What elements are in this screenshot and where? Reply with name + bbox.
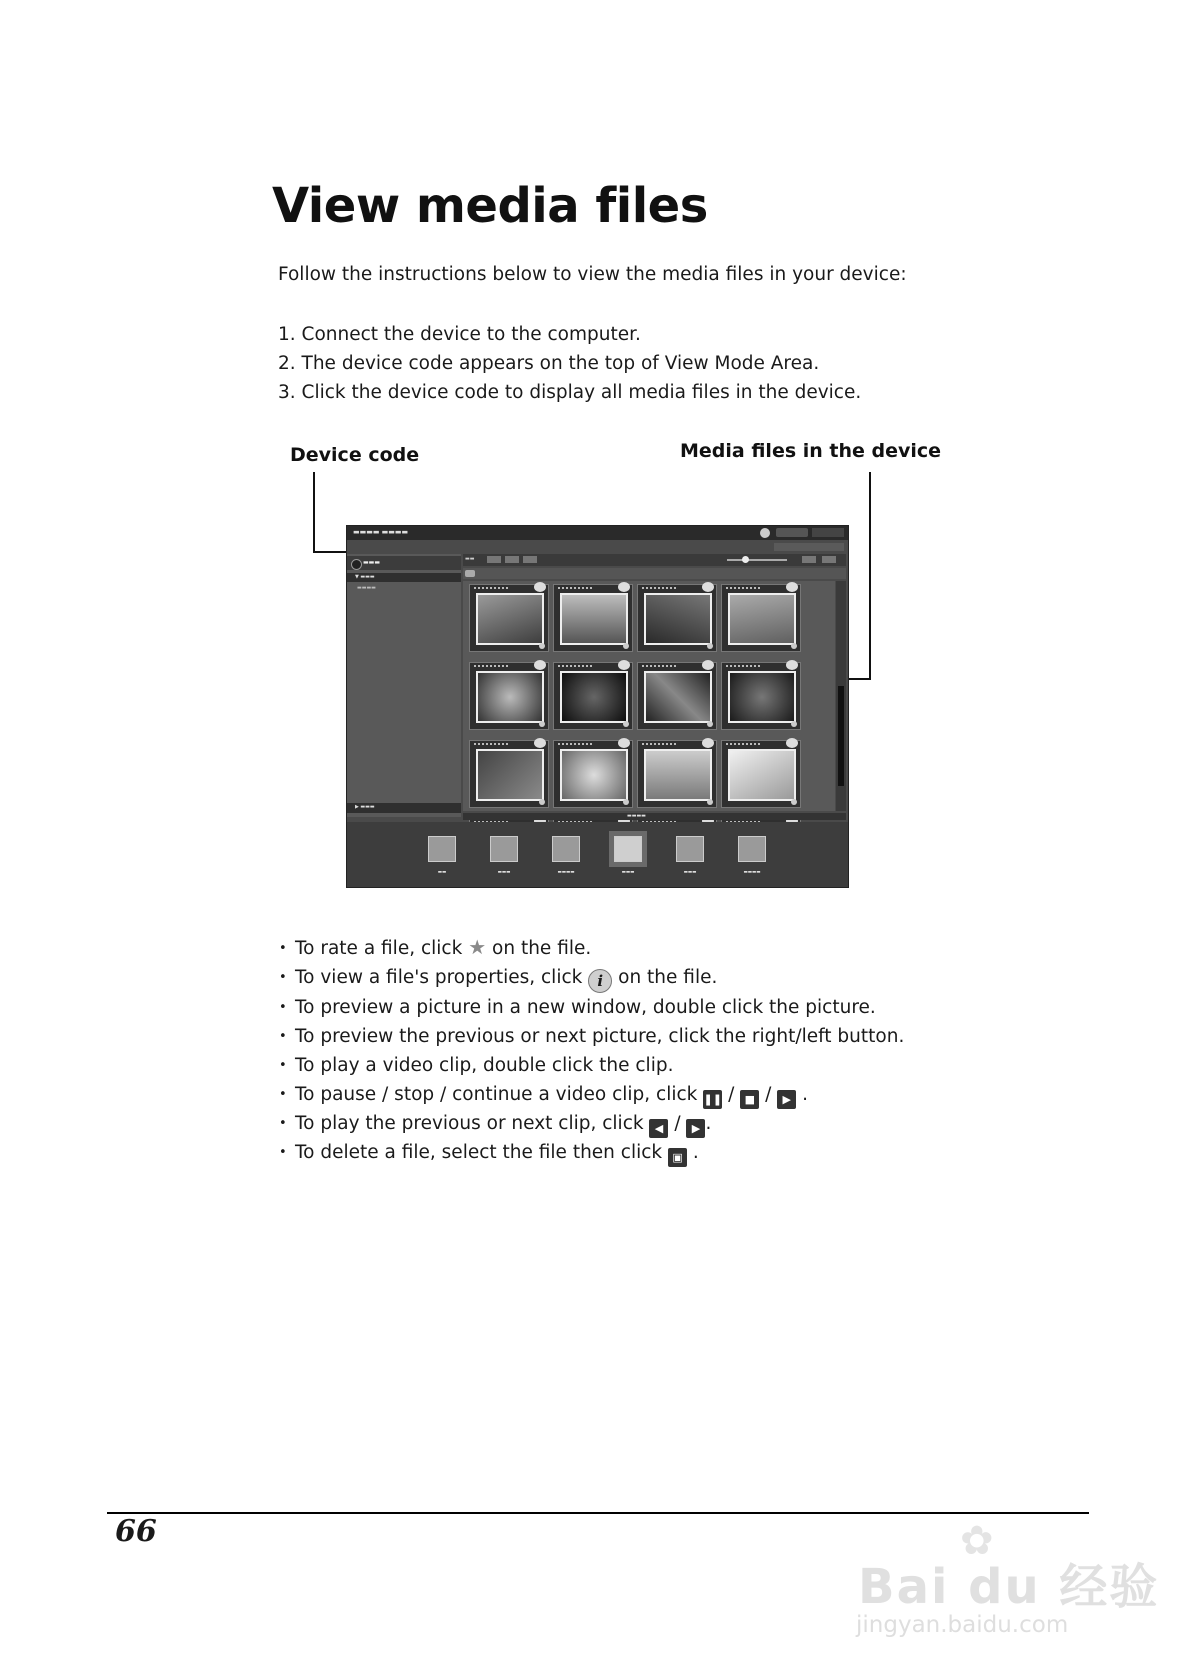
device-icon — [351, 559, 362, 570]
intro-text: Follow the instructions below to view the media files in your device: — [278, 264, 907, 285]
page-title: View media files — [272, 178, 708, 234]
device-code-label: ▬▬▬ — [363, 559, 381, 566]
stop-icon: ■ — [740, 1090, 759, 1109]
view-mode-button — [802, 556, 816, 563]
toolbar-button — [523, 556, 537, 563]
media-thumbnail — [637, 584, 717, 652]
libraries-row: ▼ ▬▬▬ — [347, 573, 461, 582]
star-icon: ★ — [468, 935, 487, 959]
tip-item: • To play the previous or next clip, click ◀ / ▶ . — [279, 1109, 904, 1138]
step-item: 3. Click the device code to display all media files in the device. — [278, 382, 862, 403]
app-screenshot — [346, 525, 849, 888]
tip-text: To delete a file, select the file then click — [295, 1142, 663, 1163]
step-item: 2. The device code appears on the top of View Mode Area. — [278, 353, 820, 374]
play-icon: ▶ — [777, 1090, 796, 1109]
footer-rule — [107, 1512, 1089, 1514]
media-thumbnail — [553, 740, 633, 808]
pause-icon: ❚❚ — [703, 1090, 722, 1109]
file-merge-button: ▬▬▬ — [477, 836, 531, 875]
tip-text: on the file. — [492, 938, 592, 959]
trash-icon: ▣ — [668, 1148, 687, 1167]
media-thumbnail — [637, 740, 717, 808]
tip-item — [279, 963, 904, 993]
callout-media-files: Media files in the device — [680, 440, 942, 462]
window-controls — [812, 528, 844, 537]
media-thumbnail — [637, 662, 717, 730]
step-item: 1. Connect the device to the computer. — [278, 324, 641, 345]
media-thumbnail — [721, 584, 801, 652]
computer-row: ▶ ▬▬▬ — [347, 803, 461, 813]
watermark-url: jingyan.baidu.com — [856, 1612, 1069, 1638]
upload-youtube-button: ▬▬▬▬ — [539, 836, 593, 875]
app-title: ▬▬▬▬ ▬▬▬▬ — [353, 528, 409, 536]
media-thumbnail — [721, 740, 801, 808]
view-mode-button — [822, 556, 836, 563]
next-icon: ▶ — [686, 1119, 705, 1138]
tips-list — [279, 933, 904, 1167]
callout-line — [869, 472, 871, 680]
toolbar-button — [505, 556, 519, 563]
folder-icon — [465, 570, 475, 577]
toolbar-label: ▬▬ — [465, 556, 475, 562]
album-page-button: ▬▬▬ — [663, 836, 717, 875]
creations-row: ▬▬▬▬ — [357, 585, 376, 591]
info-icon: i — [588, 969, 612, 993]
tip-item — [279, 933, 904, 963]
search-input — [774, 543, 844, 551]
media-thumbnail — [553, 584, 633, 652]
status-text: ▬▬▬▬ — [627, 813, 646, 819]
tip-item: • To play a video clip, double click the clip. — [279, 1051, 904, 1080]
media-thumbnail — [469, 584, 549, 652]
photo-book-button: ▬▬▬ — [601, 836, 655, 875]
tip-item: • To preview the previous or next picture, click the right/left button. — [279, 1022, 904, 1051]
tip-text: To rate a file, click — [295, 938, 463, 959]
tip-item: • To pause / stop / continue a video clip, click ❚❚ / ■ / ▶ . — [279, 1080, 904, 1109]
upload-facebook-button: ▬▬▬▬ — [725, 836, 779, 875]
sidebar — [347, 554, 461, 817]
watermark-logo: Bai du 经验 — [858, 1559, 1160, 1615]
tip-text: To play the previous or next clip, click — [295, 1113, 644, 1134]
zoom-slider-knob — [742, 556, 749, 563]
view-toolbar — [463, 554, 846, 566]
paw-icon: ✿ — [960, 1518, 994, 1564]
tip-item — [279, 1138, 904, 1167]
callout-device-code: Device code — [290, 444, 420, 466]
media-thumbnail — [469, 662, 549, 730]
breadcrumb — [463, 568, 846, 579]
steps-list — [278, 320, 861, 407]
media-thumbnail — [721, 662, 801, 730]
zoom-slider — [727, 559, 787, 561]
media-thumbnail — [469, 740, 549, 808]
tip-text: . — [802, 1084, 809, 1105]
app-titlebar — [347, 526, 848, 540]
media-thumbnail — [553, 662, 633, 730]
tip-text: . — [705, 1113, 712, 1134]
scrollbar-thumb — [838, 686, 844, 786]
tip-text: To view a file's properties, click — [295, 967, 583, 988]
help-icon — [760, 528, 770, 538]
options-button — [776, 528, 808, 537]
tip-item: • To preview a picture in a new window, double click the picture. — [279, 993, 904, 1022]
page-number: 66 — [115, 1514, 157, 1549]
tip-text: To pause / stop / continue a video clip, click — [295, 1084, 698, 1105]
previous-icon: ◀ — [649, 1119, 668, 1138]
status-bar — [463, 813, 846, 820]
toolbar-button — [487, 556, 501, 563]
export-button: ▬▬ — [415, 836, 469, 875]
callout-line — [313, 472, 315, 552]
tip-text: . — [692, 1142, 699, 1163]
tip-text: on the file. — [618, 967, 718, 988]
